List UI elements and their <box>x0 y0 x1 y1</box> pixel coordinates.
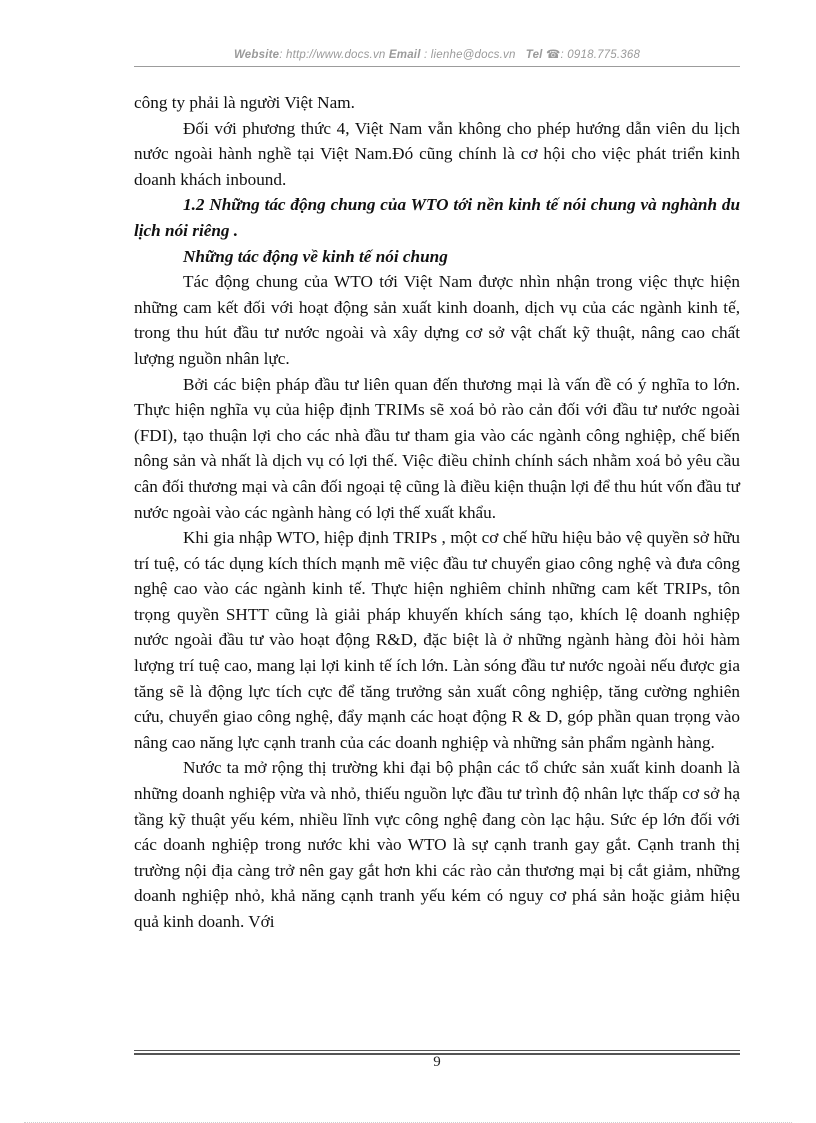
paragraph-3: Tác động chung của WTO tới Việt Nam được nhìn nhận trong việc thực hiện những cam kết đối với hoạt động sản xuất kinh doanh, dịch vụ của các ngành kinh tế, trong thu hút đầu tư nước ngoài và xây dựng cơ sở vật chất kỹ thuật, nâng cao chất lượng nguồn nhân lực. <box>134 272 740 368</box>
phone-icon: ☎ <box>545 49 561 61</box>
header-rule <box>134 66 740 67</box>
tel-label: Tel <box>525 49 543 61</box>
paragraph-1: công ty phải là người Việt Nam. <box>134 93 355 112</box>
section-heading: 1.2 Những tác động chung của WTO tới nền kinh tế nói chung và nghành du lịch nói riêng . <box>134 195 740 240</box>
footer-rule <box>134 1050 740 1051</box>
paragraph-6: Nước ta mở rộng thị trường khi đại bộ phận các tổ chức sản xuất kinh doanh là những doanh nghiệp vừa và nhỏ, thiếu nguồn lực đầu tư trình độ nhân lực thấp cơ sở hạ tầng kỹ thuật yếu kém, nhiều lĩnh vực công nghệ đang còn lạc hậu. Sức ép lớn đối với các doanh nghiệp trong nước khi vào WTO là sự cạnh tranh gay gắt. Cạnh tranh thị trường nội địa càng trở nên gay gắt hơn khi các rào cản thương mại bị cắt giảm, những doanh nghiệp nhỏ, khả năng cạnh tranh yếu kém có nguy cơ phá sản hoặc giảm hiệu quả kinh doanh. Với <box>134 758 740 931</box>
paragraph-2: Đối với phương thức 4, Việt Nam vẫn không cho phép hướng dẫn viên du lịch nước ngoài hành nghề tại Việt Nam.Đó cũng chính là cơ hội cho việc phát triển kinh doanh khách inbound. <box>134 118 740 189</box>
paragraph-4: Bởi các biện pháp đầu tư liên quan đến thương mại là vấn đề có ý nghĩa to lớn. Thực hiện nghĩa vụ của hiệp định TRIMs sẽ xoá bỏ rào cản đối với đầu tư nước ngoài (FDI), tạo thuận lợi cho các nhà đầu tư tham gia vào các ngành công nghiệp, chế biến nông sản và nhất là dịch vụ có lợi thế. Việc điều chỉnh chính sách nhằm xoá bỏ yêu cầu cân đối thương mại và cân đối ngoại tệ cũng là điều kiện thuận lợi để thu hút vốn đầu tư nước ngoài vào các ngành hàng có lợi thế xuất khẩu. <box>134 374 740 522</box>
website-value: : http://www.docs.vn <box>279 49 386 61</box>
tel-value: : 0918.775.368 <box>560 49 641 61</box>
document-body <box>134 90 740 935</box>
paragraph-5: Khi gia nhập WTO, hiệp định TRIPs , một cơ chế hữu hiệu bảo vệ quyền sở hữu trí tuệ, có tác dụng kích thích mạnh mẽ việc đầu tư chuyển giao công nghệ và đưa công nghệ cao vào các ngành kinh tế. Thực hiện nghiêm chỉnh những cam kết TRIPs, tôn trọng quyền SHTT cũng là giải pháp khuyến khích sáng tạo, khích lệ doanh nghiệp nước ngoài đầu tư vào hoạt động R&D, đặc biệt là ở những ngành hàng đòi hỏi hàm lượng trí tuệ cao, mang lại lợi kinh tế ích lớn. Làn sóng đầu tư nước ngoài nếu được gia tăng sẽ là động lực tích cực để tăng trưởng sản xuất công nghiệp, tăng cường nghiên cứu, chuyển giao công nghệ, đẩy mạnh các hoạt động R & D, góp phần quan trọng vào nâng cao năng lực cạnh tranh của các doanh nghiệp và những sản phẩm ngành hàng. <box>134 528 740 752</box>
email-label: Email <box>388 49 421 61</box>
page-number: 9 <box>433 1054 441 1070</box>
subsection-heading: Những tác động về kinh tế nói chung <box>183 246 448 266</box>
page-header <box>134 47 740 61</box>
email-value: : lienhe@docs.vn <box>420 49 516 61</box>
website-label: Website <box>233 49 280 61</box>
